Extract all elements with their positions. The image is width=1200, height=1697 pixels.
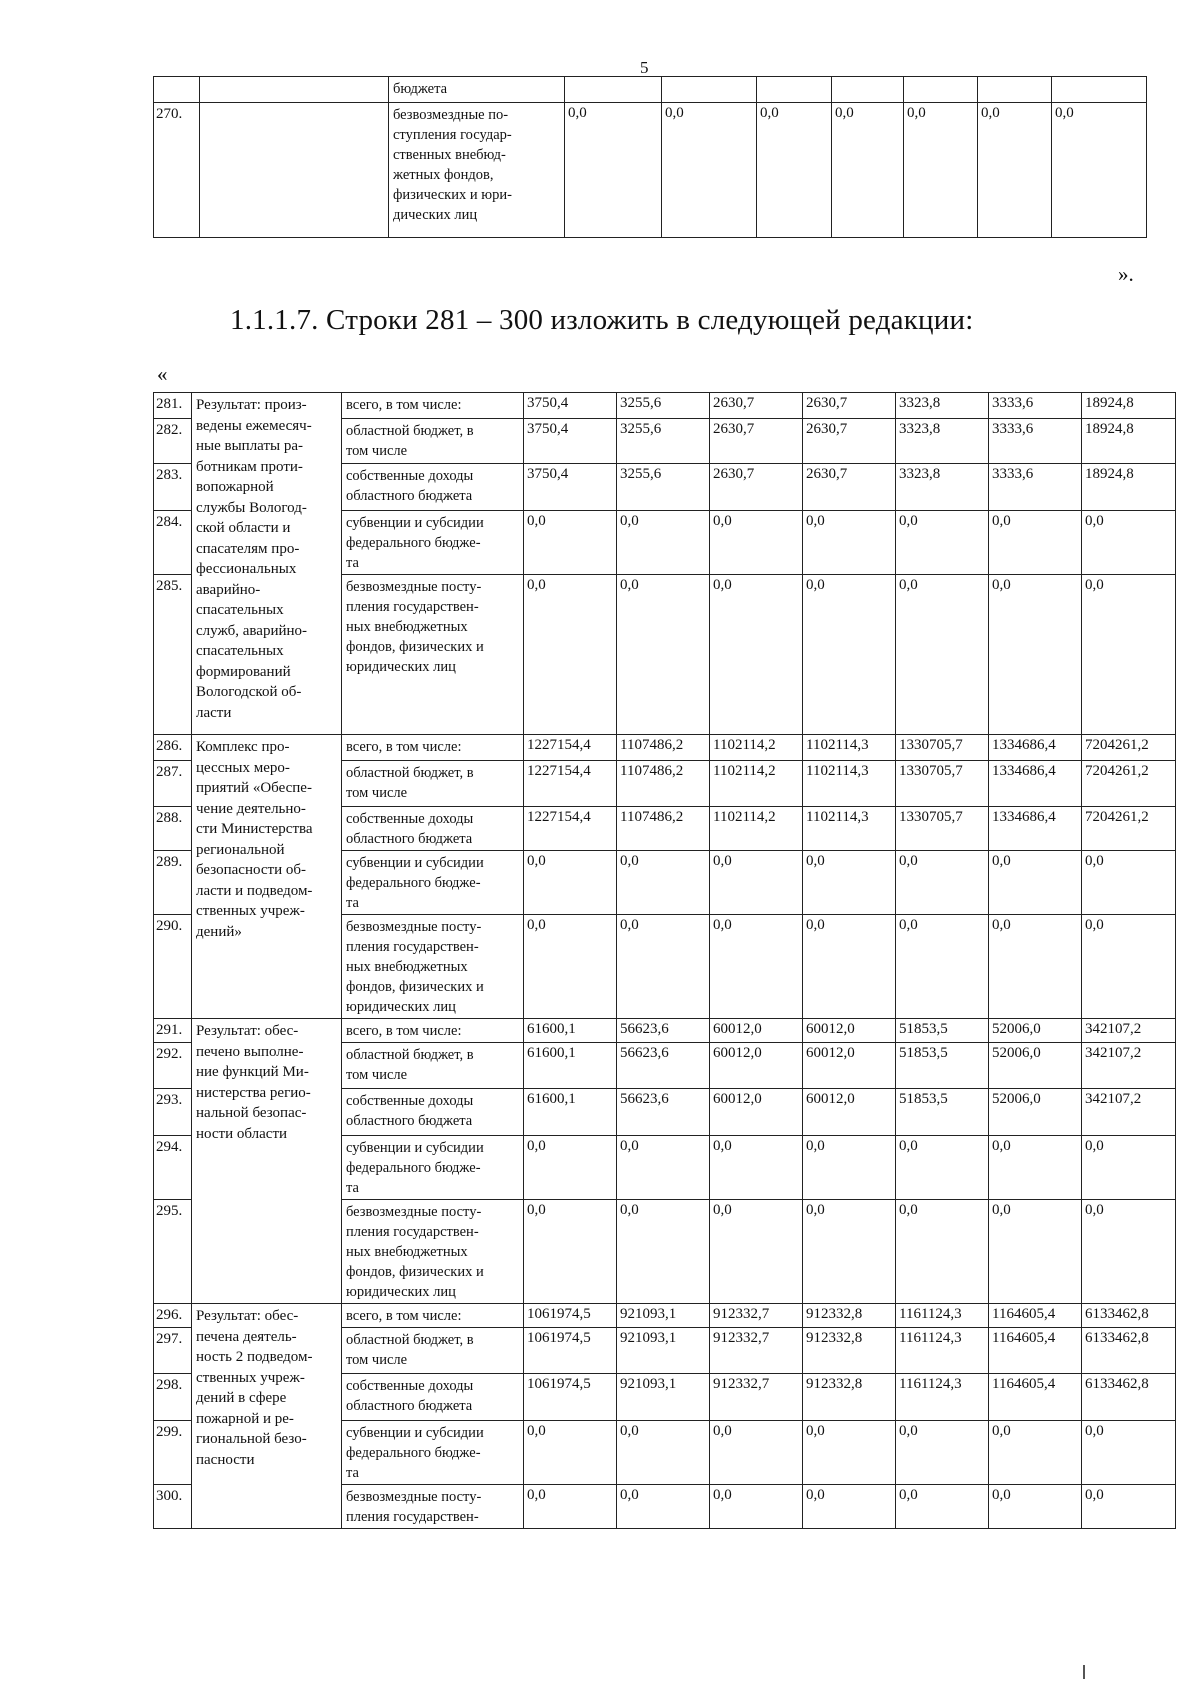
value-cell: 7204261,2	[1082, 807, 1176, 851]
row-number: 295.	[154, 1200, 192, 1304]
value-cell: 3750,4	[524, 419, 617, 464]
value-cell: 921093,1	[617, 1304, 710, 1328]
value-cell: 0,0	[617, 1136, 710, 1200]
value-cell: 3255,6	[617, 464, 710, 511]
row-number: 300.	[154, 1485, 192, 1529]
value-cell: 60012,0	[803, 1019, 896, 1043]
value-cell: 0,0	[524, 575, 617, 735]
value-cell: 912332,8	[803, 1374, 896, 1421]
funding-source: собственные доходы областного бюджета	[342, 1374, 524, 1421]
funding-source: собственные доходы областного бюджета	[342, 1089, 524, 1136]
opening-quote: «	[157, 362, 168, 386]
value-cell: 0,0	[710, 1485, 803, 1529]
value-cell: 0,0	[524, 1200, 617, 1304]
value-cell	[1052, 77, 1147, 103]
value-cell: 56623,6	[617, 1089, 710, 1136]
value-cell: 0,0	[803, 851, 896, 915]
value-cell: 0,0	[978, 103, 1052, 238]
value-cell: 1107486,2	[617, 735, 710, 761]
value-cell: 912332,8	[803, 1304, 896, 1328]
value-cell: 0,0	[710, 511, 803, 575]
value-cell: 1330705,7	[896, 807, 989, 851]
value-cell: 0,0	[757, 103, 832, 238]
table-row	[154, 1019, 1176, 1043]
value-cell: 0,0	[710, 915, 803, 1019]
value-cell: 1164605,4	[989, 1374, 1082, 1421]
value-cell: 0,0	[989, 1200, 1082, 1304]
value-cell: 51853,5	[896, 1043, 989, 1089]
value-cell: 0,0	[1052, 103, 1147, 238]
value-cell: 342107,2	[1082, 1089, 1176, 1136]
value-cell: 56623,6	[617, 1019, 710, 1043]
funding-source: субвенции и субсидии федерального бюдже- та	[342, 1421, 524, 1485]
value-cell: 0,0	[896, 511, 989, 575]
row-number: 286.	[154, 735, 192, 761]
value-cell: 0,0	[896, 1421, 989, 1485]
value-cell: 912332,7	[710, 1304, 803, 1328]
value-cell	[757, 77, 832, 103]
value-cell: 2630,7	[710, 464, 803, 511]
value-cell: 1102114,3	[803, 761, 896, 807]
value-cell: 51853,5	[896, 1019, 989, 1043]
value-cell: 0,0	[1082, 511, 1176, 575]
value-cell: 1061974,5	[524, 1304, 617, 1328]
value-cell: 0,0	[1082, 575, 1176, 735]
table-row	[154, 77, 1147, 103]
value-cell: 61600,1	[524, 1043, 617, 1089]
value-cell: 6133462,8	[1082, 1304, 1176, 1328]
value-cell: 3333,6	[989, 393, 1082, 419]
row-number: 288.	[154, 807, 192, 851]
value-cell: 0,0	[710, 851, 803, 915]
value-cell: 0,0	[1082, 1200, 1176, 1304]
value-cell: 0,0	[904, 103, 978, 238]
row-number: 281.	[154, 393, 192, 419]
row-number: 284.	[154, 511, 192, 575]
value-cell: 3255,6	[617, 393, 710, 419]
row-number: 283.	[154, 464, 192, 511]
value-cell: 6133462,8	[1082, 1374, 1176, 1421]
value-cell: 0,0	[989, 915, 1082, 1019]
value-cell: 0,0	[803, 511, 896, 575]
value-cell: 0,0	[896, 1200, 989, 1304]
funding-source: бюджета	[389, 77, 565, 103]
table-row	[154, 1304, 1176, 1328]
value-cell: 60012,0	[710, 1019, 803, 1043]
value-cell: 61600,1	[524, 1019, 617, 1043]
value-cell: 0,0	[710, 1421, 803, 1485]
funding-source: всего, в том числе:	[342, 1304, 524, 1328]
continuation-table	[153, 76, 1147, 238]
value-cell: 912332,7	[710, 1374, 803, 1421]
row-description	[200, 103, 389, 238]
row-number: 270.	[154, 103, 200, 238]
value-cell: 0,0	[1082, 1136, 1176, 1200]
value-cell: 0,0	[617, 1485, 710, 1529]
row-number: 298.	[154, 1374, 192, 1421]
value-cell: 18924,8	[1082, 419, 1176, 464]
row-number: 296.	[154, 1304, 192, 1328]
value-cell: 7204261,2	[1082, 735, 1176, 761]
value-cell: 0,0	[896, 1136, 989, 1200]
row-number: 292.	[154, 1043, 192, 1089]
value-cell: 0,0	[896, 1485, 989, 1529]
value-cell: 1107486,2	[617, 807, 710, 851]
value-cell: 0,0	[524, 1485, 617, 1529]
value-cell: 1164605,4	[989, 1304, 1082, 1328]
value-cell: 3255,6	[617, 419, 710, 464]
value-cell: 6133462,8	[1082, 1328, 1176, 1374]
value-cell: 0,0	[803, 1485, 896, 1529]
value-cell: 3323,8	[896, 393, 989, 419]
value-cell: 1102114,2	[710, 807, 803, 851]
value-cell: 3333,6	[989, 464, 1082, 511]
value-cell: 52006,0	[989, 1089, 1082, 1136]
value-cell: 0,0	[617, 851, 710, 915]
value-cell: 2630,7	[803, 419, 896, 464]
value-cell: 3333,6	[989, 419, 1082, 464]
row-number	[154, 77, 200, 103]
value-cell: 912332,7	[710, 1328, 803, 1374]
value-cell: 0,0	[896, 851, 989, 915]
row-number: 293.	[154, 1089, 192, 1136]
value-cell: 0,0	[1082, 1485, 1176, 1529]
row-number: 294.	[154, 1136, 192, 1200]
value-cell: 1061974,5	[524, 1328, 617, 1374]
value-cell: 0,0	[989, 1136, 1082, 1200]
scan-mark	[1083, 1665, 1085, 1679]
row-number: 290.	[154, 915, 192, 1019]
value-cell: 2630,7	[710, 419, 803, 464]
value-cell: 0,0	[524, 1136, 617, 1200]
value-cell: 7204261,2	[1082, 761, 1176, 807]
value-cell: 3750,4	[524, 393, 617, 419]
table-row	[154, 103, 1147, 238]
value-cell: 0,0	[524, 511, 617, 575]
value-cell: 1161124,3	[896, 1304, 989, 1328]
funding-source: собственные доходы областного бюджета	[342, 807, 524, 851]
value-cell: 0,0	[989, 1421, 1082, 1485]
value-cell: 0,0	[896, 915, 989, 1019]
value-cell: 0,0	[710, 575, 803, 735]
value-cell: 1227154,4	[524, 761, 617, 807]
row-number: 299.	[154, 1421, 192, 1485]
value-cell: 0,0	[617, 915, 710, 1019]
value-cell: 0,0	[565, 103, 662, 238]
value-cell: 61600,1	[524, 1089, 617, 1136]
funding-source: областной бюджет, в том числе	[342, 1043, 524, 1089]
value-cell: 56623,6	[617, 1043, 710, 1089]
value-cell: 1227154,4	[524, 735, 617, 761]
funding-source: всего, в том числе:	[342, 1019, 524, 1043]
section-heading: 1.1.1.7. Строки 281 – 300 изложить в следующей редакции:	[230, 304, 974, 336]
value-cell: 342107,2	[1082, 1043, 1176, 1089]
row-description	[200, 77, 389, 103]
value-cell: 0,0	[710, 1136, 803, 1200]
value-cell: 0,0	[803, 1136, 896, 1200]
value-cell: 1102114,3	[803, 807, 896, 851]
value-cell: 1102114,2	[710, 735, 803, 761]
funding-source: безвозмездные по- ступления государ- ственных внебюд- жетных фондов, физических и юри- дических лиц	[389, 103, 565, 238]
value-cell: 921093,1	[617, 1328, 710, 1374]
funding-source: собственные доходы областного бюджета	[342, 464, 524, 511]
funding-source: областной бюджет, в том числе	[342, 419, 524, 464]
value-cell: 0,0	[803, 1421, 896, 1485]
value-cell	[662, 77, 757, 103]
value-cell: 342107,2	[1082, 1019, 1176, 1043]
page-number: 5	[640, 58, 649, 77]
value-cell: 0,0	[1082, 851, 1176, 915]
value-cell: 0,0	[617, 511, 710, 575]
value-cell	[565, 77, 662, 103]
closing-quote: ».	[1118, 262, 1134, 286]
funding-source: всего, в том числе:	[342, 735, 524, 761]
value-cell: 0,0	[524, 851, 617, 915]
value-cell: 1107486,2	[617, 761, 710, 807]
value-cell: 0,0	[617, 1200, 710, 1304]
value-cell: 18924,8	[1082, 464, 1176, 511]
value-cell: 1227154,4	[524, 807, 617, 851]
group-description: Результат: обес- печена деятель- ность 2 подведом- ственных учреж- дений в сфере пожарной и ре- гиональной безо- пасности	[192, 1304, 342, 1529]
funding-source: субвенции и субсидии федерального бюдже- та	[342, 851, 524, 915]
value-cell: 60012,0	[803, 1043, 896, 1089]
value-cell	[832, 77, 904, 103]
value-cell: 2630,7	[803, 393, 896, 419]
value-cell: 921093,1	[617, 1374, 710, 1421]
funding-source: безвозмездные посту- пления государствен-	[342, 1485, 524, 1529]
value-cell: 1330705,7	[896, 735, 989, 761]
value-cell: 0,0	[803, 915, 896, 1019]
value-cell: 52006,0	[989, 1019, 1082, 1043]
group-description: Результат: произ- ведены ежемесяч- ные выплаты ра- ботникам проти- вопожарной службы Вологод- ской области и спасателям про- фессиональных аварийно- спасательных служб, аварийно- спасательных формирований Вологодской об- ласти	[192, 393, 342, 735]
value-cell: 1102114,2	[710, 761, 803, 807]
value-cell: 52006,0	[989, 1043, 1082, 1089]
group-description: Комплекс про- цессных меро- приятий «Обеспе- чение деятельно- сти Министерства региональной безопасности об- ласти и подведом- ственных учреж- дений»	[192, 735, 342, 1019]
value-cell: 1164605,4	[989, 1328, 1082, 1374]
value-cell: 1334686,4	[989, 735, 1082, 761]
row-number: 289.	[154, 851, 192, 915]
funding-source: всего, в том числе:	[342, 393, 524, 419]
value-cell: 0,0	[989, 511, 1082, 575]
value-cell: 60012,0	[710, 1089, 803, 1136]
value-cell: 1161124,3	[896, 1374, 989, 1421]
value-cell: 2630,7	[710, 393, 803, 419]
row-number: 285.	[154, 575, 192, 735]
value-cell: 1334686,4	[989, 807, 1082, 851]
value-cell: 912332,8	[803, 1328, 896, 1374]
value-cell: 0,0	[617, 1421, 710, 1485]
value-cell: 0,0	[524, 1421, 617, 1485]
value-cell: 0,0	[1082, 1421, 1176, 1485]
value-cell: 3323,8	[896, 464, 989, 511]
value-cell: 3750,4	[524, 464, 617, 511]
funding-source: безвозмездные посту- пления государствен- ных внебюджетных фондов, физических и юридических лиц	[342, 915, 524, 1019]
value-cell: 0,0	[832, 103, 904, 238]
value-cell: 0,0	[989, 851, 1082, 915]
value-cell	[978, 77, 1052, 103]
funding-source: безвозмездные посту- пления государствен- ных внебюджетных фондов, физических и юридических лиц	[342, 1200, 524, 1304]
value-cell: 1334686,4	[989, 761, 1082, 807]
funding-source: субвенции и субсидии федерального бюдже- та	[342, 511, 524, 575]
row-number: 287.	[154, 761, 192, 807]
value-cell: 0,0	[989, 1485, 1082, 1529]
value-cell	[904, 77, 978, 103]
row-number: 291.	[154, 1019, 192, 1043]
value-cell: 0,0	[617, 575, 710, 735]
table-row	[154, 735, 1176, 761]
funding-source: безвозмездные посту- пления государствен- ных внебюджетных фондов, физических и юридических лиц	[342, 575, 524, 735]
value-cell: 18924,8	[1082, 393, 1176, 419]
funding-source: областной бюджет, в том числе	[342, 761, 524, 807]
value-cell: 3323,8	[896, 419, 989, 464]
value-cell: 0,0	[1082, 915, 1176, 1019]
row-number: 282.	[154, 419, 192, 464]
value-cell: 60012,0	[710, 1043, 803, 1089]
table-row	[154, 393, 1176, 419]
budget-table	[153, 392, 1176, 1529]
value-cell: 0,0	[896, 575, 989, 735]
value-cell: 0,0	[524, 915, 617, 1019]
value-cell: 60012,0	[803, 1089, 896, 1136]
group-description: Результат: обес- печено выполне- ние функций Ми- нистерства регио- нальной безопас- ности области	[192, 1019, 342, 1304]
funding-source: областной бюджет, в том числе	[342, 1328, 524, 1374]
value-cell: 1330705,7	[896, 761, 989, 807]
value-cell: 51853,5	[896, 1089, 989, 1136]
value-cell: 0,0	[989, 575, 1082, 735]
value-cell: 0,0	[803, 575, 896, 735]
value-cell: 1061974,5	[524, 1374, 617, 1421]
funding-source: субвенции и субсидии федерального бюдже- та	[342, 1136, 524, 1200]
value-cell: 0,0	[710, 1200, 803, 1304]
value-cell: 1102114,3	[803, 735, 896, 761]
value-cell: 1161124,3	[896, 1328, 989, 1374]
row-number: 297.	[154, 1328, 192, 1374]
value-cell: 0,0	[803, 1200, 896, 1304]
value-cell: 0,0	[662, 103, 757, 238]
value-cell: 2630,7	[803, 464, 896, 511]
